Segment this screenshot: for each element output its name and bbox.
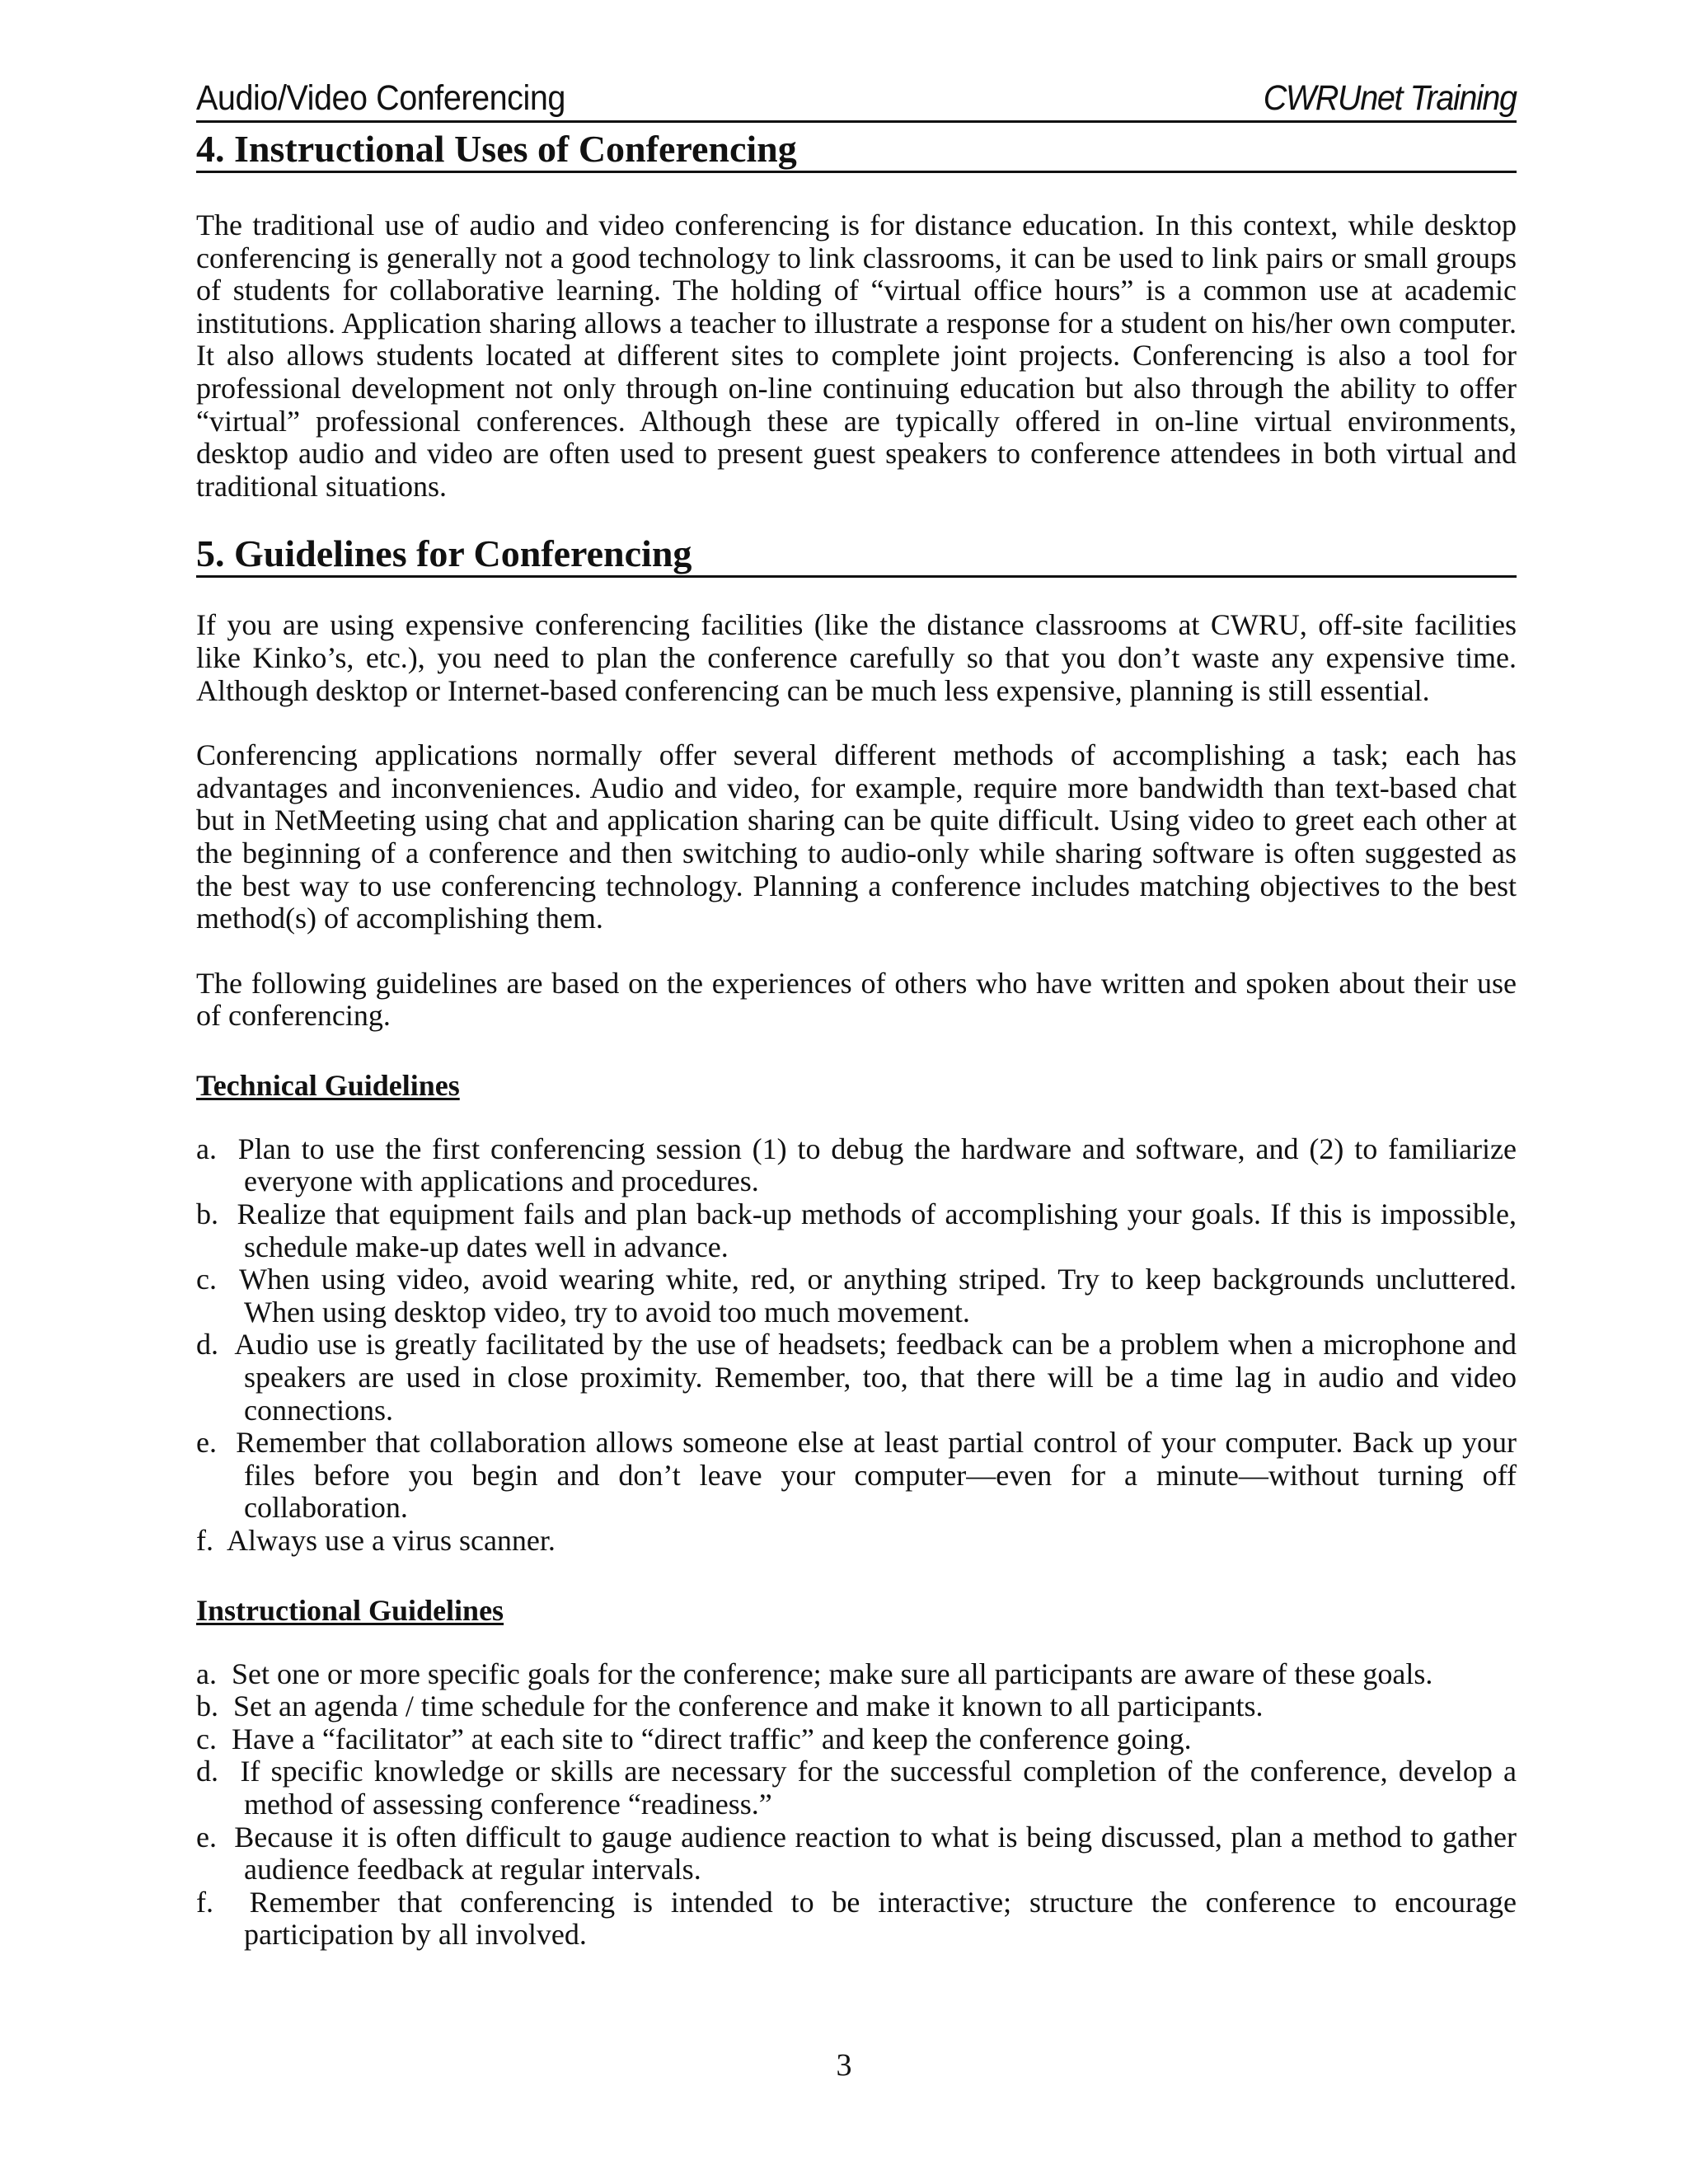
list-marker: e. — [196, 1820, 217, 1854]
list-item — [196, 1886, 1517, 1952]
list-item-text: Always use a virus scanner. — [227, 1524, 556, 1557]
list-marker: e. — [196, 1426, 217, 1460]
list-item — [196, 1690, 1517, 1723]
instructional-guidelines-list — [196, 1658, 1517, 1952]
section-5-heading: 5. Guidelines for Conferencing — [196, 532, 1517, 578]
list-item — [196, 1427, 1517, 1525]
list-marker: d. — [196, 1755, 218, 1788]
list-marker: d. — [196, 1328, 218, 1361]
list-item-text: Remember that conferencing is intended to be interactive; structure the conference to encourage participation by all involved. — [244, 1885, 1517, 1952]
list-marker: f. — [196, 1885, 213, 1919]
section-5-paragraph-2: Conferencing applications normally offer several different methods of accomplishing a task; each has advantages and inconveniences. Audio and video, for example, require more bandwidth than text-based chat but in NetMeeting using chat and application sharing can be quite difficult. Using video to greet each other at the beginning of a conference and then switching to audio-only while sharing software is often suggested as the best way to use conferencing technology. Planning a conference includes matching objectives to the best method(s) of accomplishing them. — [196, 738, 1517, 935]
list-item-text: Plan to use the first conferencing session (1) to debug the hardware and software, and (2) to familiarize everyone with applications and procedures. — [237, 1132, 1517, 1198]
instructional-guidelines-heading: Instructional Guidelines — [196, 1593, 504, 1627]
list-item-text: When using video, avoid wearing white, red, or anything striped. Try to keep backgrounds uncluttered. When using desktop video, try to avoid too much movement. — [238, 1263, 1517, 1329]
list-marker: f. — [196, 1524, 213, 1557]
list-marker: a. — [196, 1657, 217, 1690]
list-marker: a. — [196, 1132, 217, 1165]
section-5-paragraph-3: The following guidelines are based on the experiences of others who have written and spoken about their use of conferencing. — [196, 966, 1517, 1033]
header-series: CWRUnet Training — [1264, 78, 1517, 118]
list-item-text: Set an agenda / time schedule for the conference and make it known to all participants. — [233, 1690, 1264, 1723]
list-item-text: Audio use is greatly facilitated by the use of headsets; feedback can be a problem when a microphone and speakers are used in close proximity. Remember, too, that there will be a time lag in audio and video connections. — [234, 1328, 1517, 1427]
list-item — [196, 1723, 1517, 1756]
list-item-text: Have a “facilitator” at each site to “direct traffic” and keep the conference going. — [231, 1722, 1192, 1755]
header-title: Audio/Video Conferencing — [196, 78, 565, 118]
list-item-text: Realize that equipment fails and plan back-up methods of accomplishing your goals. If this is impossible, schedule make-up dates well in advance. — [237, 1197, 1517, 1263]
list-item — [196, 1525, 1517, 1558]
section-4-paragraph: The traditional use of audio and video conferencing is for distance education. In this context, while desktop conferencing is generally not a good technology to link classrooms, it can be used to link pairs or small groups of students for collaborative learning. The holding of “virtual office hours” is a common use at academic institutions. Application sharing allows a teacher to illustrate a response for a student on his/her own computer. It also allows students located at different sites to complete joint projects. Conferencing is also a tool for professional development not only through on-line continuing education but also through the ability to offer “virtual” professional conferences. Although these are typically offered in on-line virtual environments, desktop audio and video are often used to present guest speakers to conference attendees in both virtual and traditional situations. — [196, 209, 1517, 503]
list-item — [196, 1658, 1517, 1691]
list-item — [196, 1133, 1517, 1198]
list-item-text: Set one or more specific goals for the conference; make sure all participants are aware of these goals. — [231, 1657, 1433, 1690]
list-item-text: Remember that collaboration allows someone else at least partial control of your computer. Back up your files before you begin and don’t leave your computer—even for a minute—without turning off collaboration. — [236, 1426, 1517, 1525]
list-marker: b. — [196, 1690, 218, 1723]
section-4-heading: 4. Instructional Uses of Conferencing — [196, 128, 1517, 173]
list-marker: b. — [196, 1197, 218, 1231]
list-item — [196, 1263, 1517, 1329]
list-marker: c. — [196, 1263, 217, 1296]
list-item — [196, 1821, 1517, 1886]
list-item — [196, 1755, 1517, 1821]
page-number: 3 — [836, 2048, 852, 2083]
list-item-text: If specific knowledge or skills are necessary for the successful completion of the conference, develop a method of assessing conference “readiness.” — [240, 1755, 1517, 1821]
section-5-paragraph-1: If you are using expensive conferencing facilities (like the distance classrooms at CWRU, off-site facilities like Kinko’s, etc.), you need to plan the conference carefully so that you don’t waste any expensive time. Although desktop or Internet-based conferencing can be much less expensive, planning is still essential. — [196, 608, 1517, 707]
technical-guidelines-heading: Technical Guidelines — [196, 1068, 460, 1102]
running-header — [196, 78, 1517, 123]
list-item — [196, 1198, 1517, 1263]
document-page — [196, 78, 1517, 1952]
list-marker: c. — [196, 1722, 217, 1755]
technical-guidelines-list — [196, 1133, 1517, 1558]
list-item-text: Because it is often difficult to gauge audience reaction to what is being discussed, plan a method to gather audience feedback at regular intervals. — [234, 1820, 1517, 1886]
list-item — [196, 1329, 1517, 1427]
